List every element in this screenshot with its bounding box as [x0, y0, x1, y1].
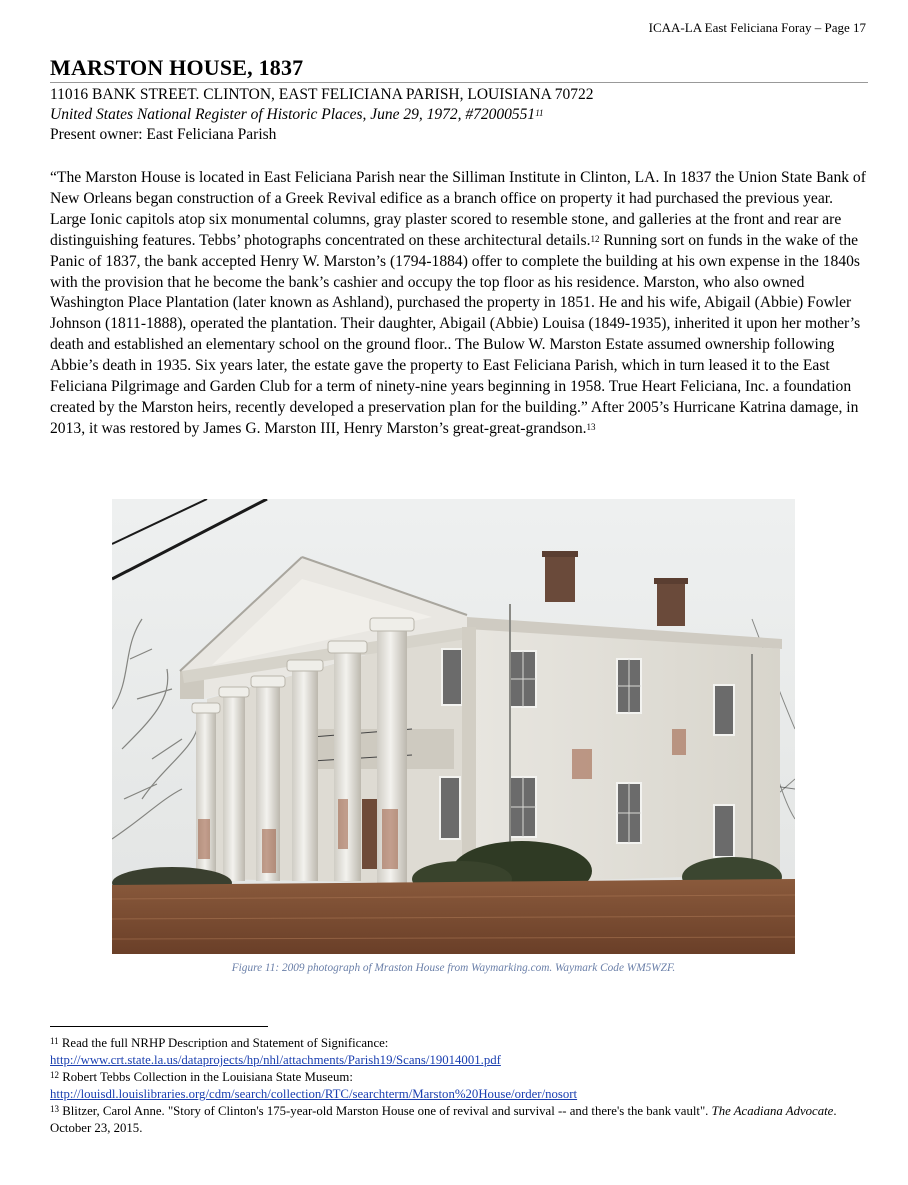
footnote-number: 11 — [50, 1036, 59, 1046]
footnote-ref-11[interactable]: 11 — [535, 108, 544, 118]
footnote-ref-13[interactable]: 13 — [586, 421, 596, 432]
footnote-11 — [50, 1035, 870, 1069]
body-text-part-2: Running sort on funds in the wake of the Panic of 1837, the bank accepted Henry W. Marston’s (1794-1884) offer to complete the building at his own expense in the 1840s with the provision that he become the bank’s cashier and occupy the top floor as his residence. Marston, who also owned Washington Place Plantation (later known as Ashland), purchased the property in 1851. He and his wife, Abigail (Abbie) Fowler Johnson (1811-1888), operated the plantation. Their daughter, Abigail (Abbie) Louisa (1849-1935), inherited it upon her mother’s death and established an elementary school on the ground floor.. The Bulow W. Marston Estate assumed ownership following Abbie’s death in 1935. Six years later, the estate gave the property to East Feliciana Parish, which in turn leased it to the East Feliciana Pilgrimage and Garden Club for a term of ninety-nine years beginning in 1958. True Heart Feliciana, Inc. a foundation created by the Marston heirs, recently developed a preservation plan for the building.” After 2005’s Hurricane Katrina damage, in 2013, it was restored by James G. Marston III, Henry Marston’s great-great-grandson. — [50, 231, 861, 437]
footnote-13 — [50, 1103, 870, 1137]
footnote-ref-12[interactable]: 12 — [590, 233, 600, 244]
figure-caption: Figure 11: 2009 photograph of Mraston House from Waymarking.com. Waymark Code WM5WZF. — [231, 962, 676, 974]
running-header: ICAA-LA East Feliciana Foray – Page 17 — [648, 20, 866, 35]
footnotes — [50, 1035, 870, 1138]
footnote-text: Read the full NRHP Description and Statement of Significance: — [61, 1036, 389, 1050]
body-text-part-1: “The Marston House is located in East Feliciana Parish near the Silliman Institute in Clinton, LA. In 1837 the Union State Bank of New Orleans began construction of a Greek Revival edifice as a branch office on property it had purchased the previous year. Large Ionic capitols atop six monumental columns, gray plaster scored to resemble stone, and galleries at the front and rear are distinguishing features. Tebbs’ photographs concentrated on these architectural details. — [50, 169, 866, 249]
body-paragraph — [50, 168, 866, 440]
title-divider — [50, 82, 868, 83]
title-block — [50, 55, 868, 145]
page-title: MARSTON HOUSE, 1837 — [50, 55, 304, 80]
register-text: United States National Register of Historic Places, June 29, 1972, #72000551 — [50, 106, 536, 123]
footnote-text: Blitzer, Carol Anne. "Story of Clinton's 175-year-old Marston House one of revival and survival -- and there's the bank vault". — [62, 1104, 712, 1119]
footnote-12 — [50, 1069, 870, 1103]
present-owner: Present owner: East Feliciana Parish — [50, 126, 277, 143]
marston-house-photo — [112, 499, 795, 954]
footnote-number: 13 — [50, 1104, 59, 1115]
tebbs-collection-link[interactable]: http://louisdl.louislibraries.org/cdm/search/collection/RTC/searchterm/Marston%20House/order/nosort — [50, 1087, 578, 1102]
address: 11016 BANK STREET. CLINTON, EAST FELICIANA PARISH, LOUISIANA 70722 — [50, 86, 594, 103]
footnote-date: . October 23, 2015. — [50, 1104, 837, 1136]
publication-title: The Acadiana Advocate — [711, 1104, 834, 1119]
nrhp-link[interactable]: http://www.crt.state.la.us/dataprojects/hp/nhl/attachments/Parish19/Scans/19014001.pdf — [50, 1053, 501, 1068]
footnote-divider — [50, 1026, 268, 1027]
footnote-number: 12 — [50, 1070, 59, 1081]
register-listing — [50, 105, 868, 125]
footnote-text: Robert Tebbs Collection in the Louisiana State Museum: — [62, 1070, 353, 1085]
